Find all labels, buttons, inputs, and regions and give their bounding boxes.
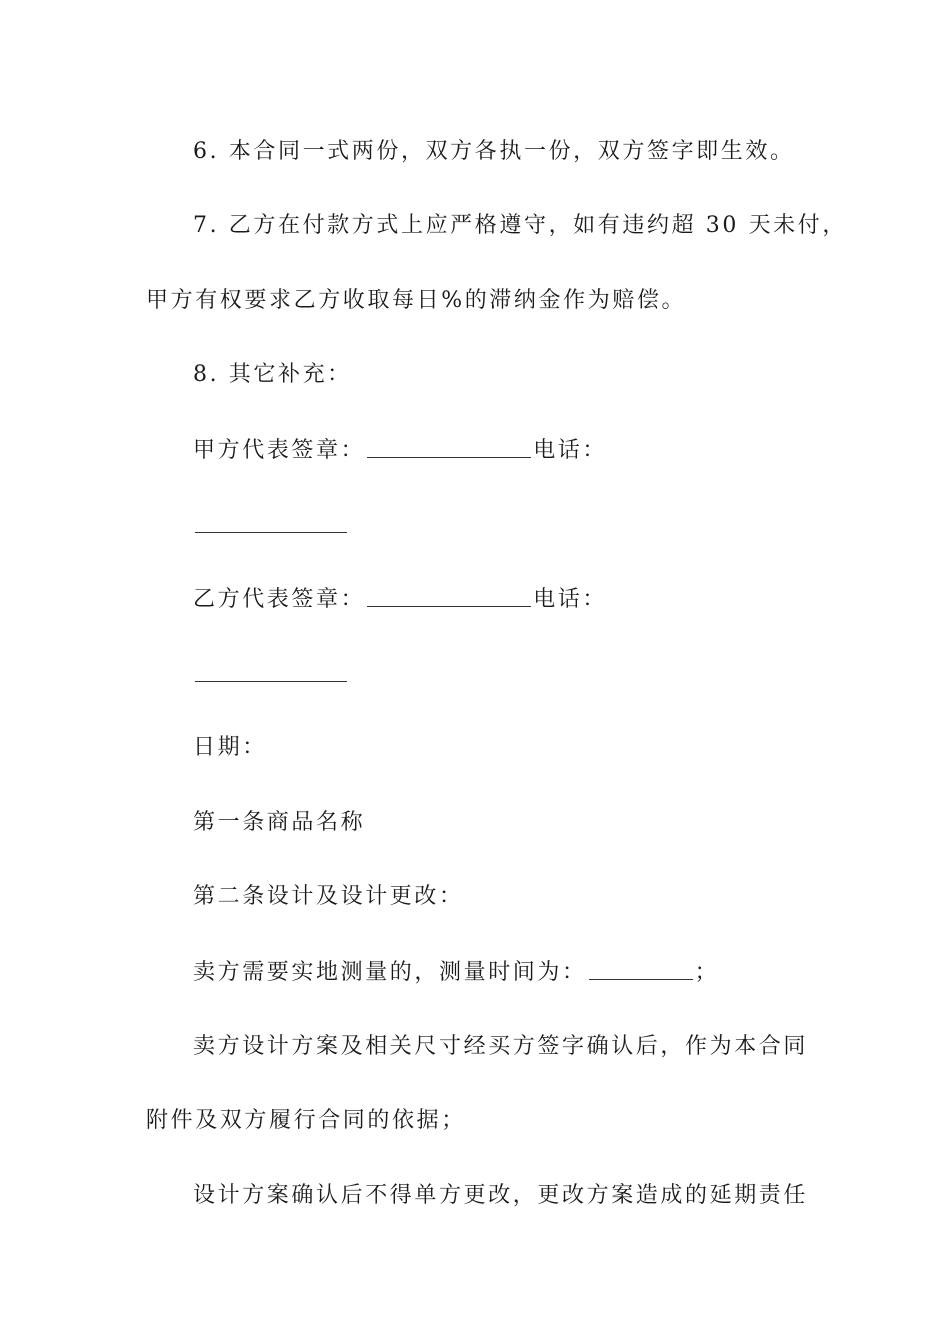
clause-8: 8. 其它补充： bbox=[193, 362, 352, 387]
party-b-phone-label: 电话： bbox=[533, 587, 608, 612]
party-a-phone-row bbox=[193, 510, 349, 541]
party-b-signature-label: 乙方代表签章： bbox=[193, 587, 366, 612]
party-a-phone-label: 电话： bbox=[533, 438, 608, 463]
party-b-phone-blank[interactable] bbox=[195, 659, 347, 682]
design-paragraph-line-1: 卖方设计方案及相关尺寸经买方签字确认后，作为本合同 bbox=[193, 1034, 809, 1059]
party-a-signature-label: 甲方代表签章： bbox=[193, 438, 366, 463]
party-a-signature-blank[interactable] bbox=[367, 435, 531, 458]
design-paragraph-line-3: 设计方案确认后不得单方更改，更改方案造成的延期责任 bbox=[193, 1183, 809, 1208]
clause-7-line-1: 7. 乙方在付款方式上应严格遵守，如有违约超 30 天未付， bbox=[193, 213, 847, 238]
clause-7-line-2: 甲方有权要求乙方收取每日%的滞纳金作为赔偿。 bbox=[146, 288, 687, 313]
party-b-signature-row bbox=[193, 584, 607, 615]
party-b-phone-row bbox=[193, 659, 349, 690]
party-b-signature-blank[interactable] bbox=[367, 584, 531, 607]
design-paragraph-line-2: 附件及双方履行合同的依据； bbox=[146, 1108, 466, 1133]
measure-time-suffix: ； bbox=[694, 960, 720, 985]
clause-6: 6. 本合同一式两份，双方各执一份，双方签字即生效。 bbox=[193, 139, 795, 164]
party-a-signature-row bbox=[193, 435, 607, 466]
measure-time-row bbox=[193, 957, 719, 988]
article-1-heading: 第一条商品名称 bbox=[193, 810, 366, 835]
measure-time-label: 卖方需要实地测量的，测量时间为： bbox=[193, 960, 587, 985]
measure-time-blank[interactable] bbox=[589, 957, 693, 980]
date-label: 日期： bbox=[193, 735, 267, 760]
party-a-phone-blank[interactable] bbox=[195, 510, 347, 533]
article-2-heading: 第二条设计及设计更改： bbox=[193, 884, 464, 909]
